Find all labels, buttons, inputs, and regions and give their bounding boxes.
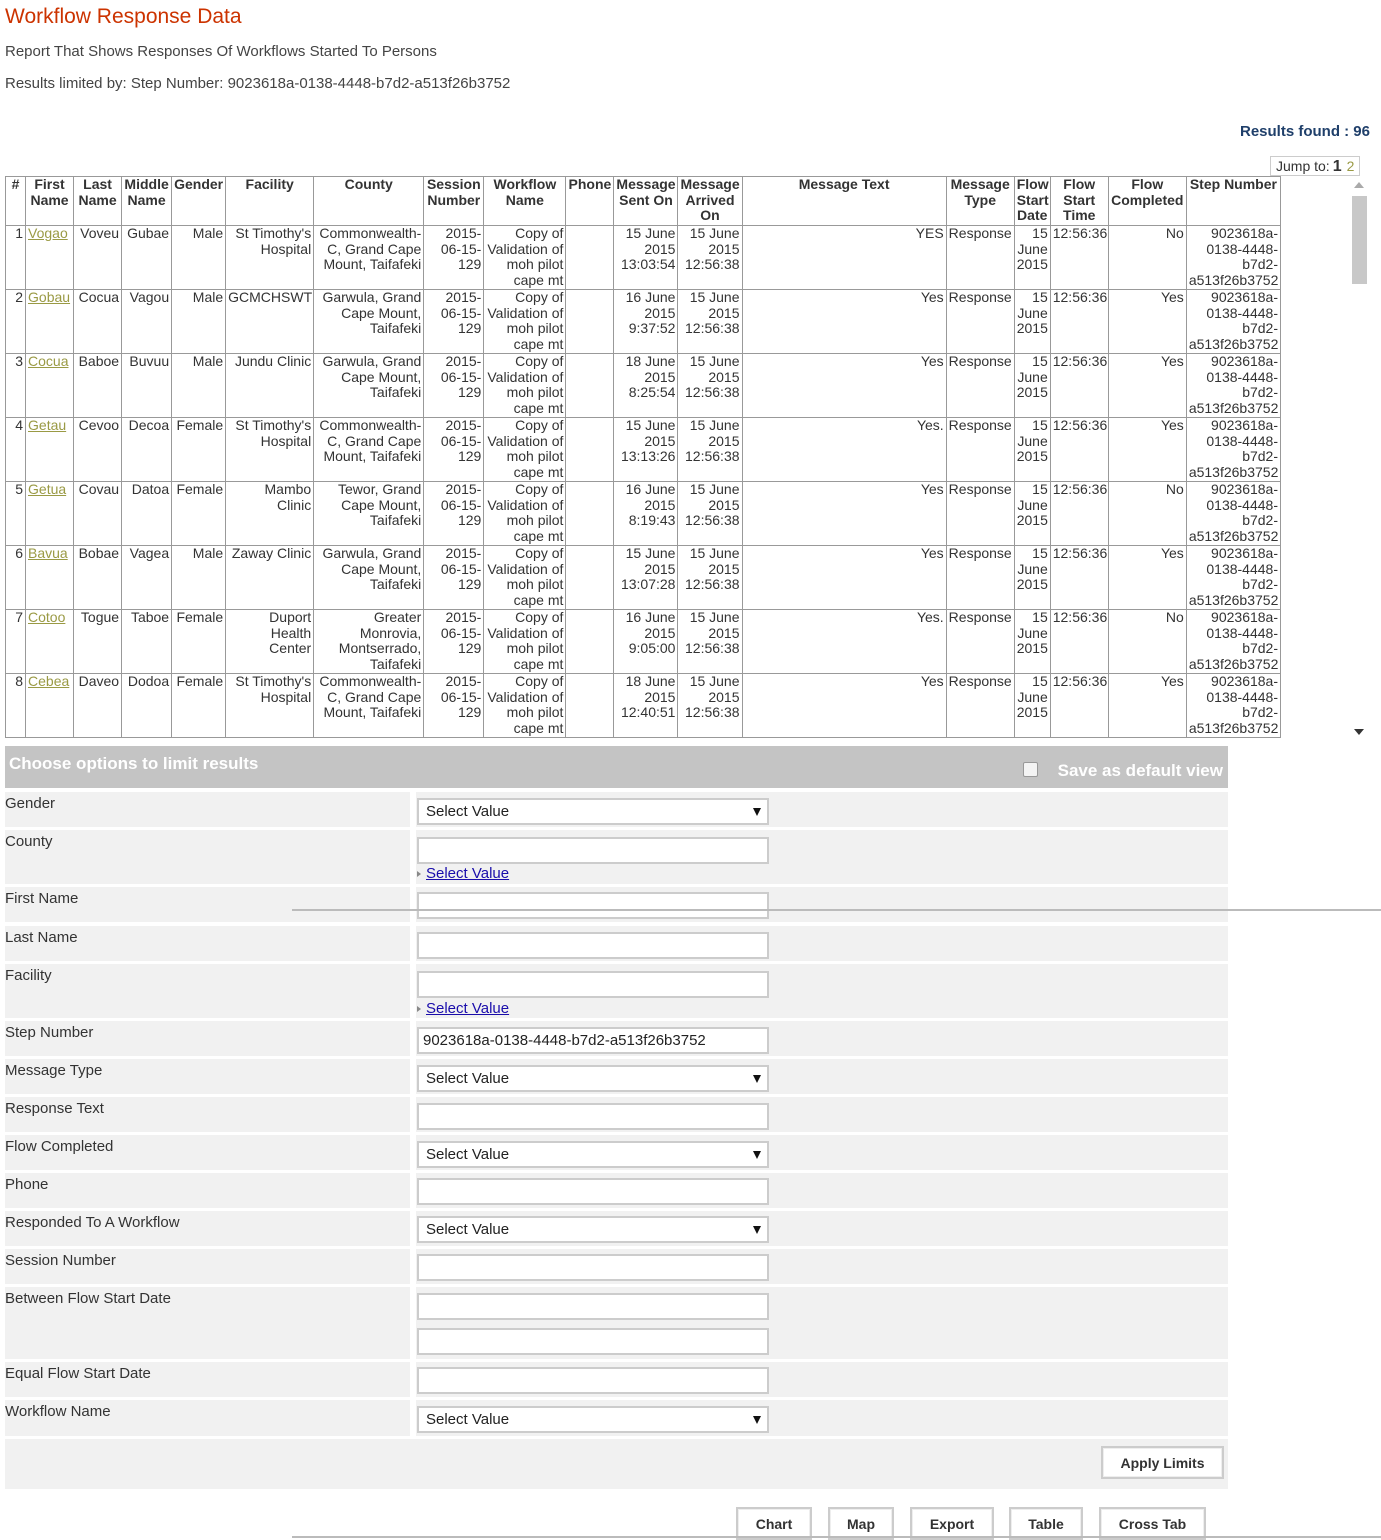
table-cell: Voveu [74,226,122,290]
table-cell: Cevoo [74,418,122,482]
table-cell: No [1108,482,1186,546]
scroll-up-arrow-icon[interactable] [1354,182,1364,188]
table-cell: Response [946,354,1014,418]
expand-triangle-icon [417,1006,421,1012]
table-cell: Response [946,610,1014,674]
table-cell: No [1108,610,1186,674]
table-cell: Garwula, Grand Cape Mount, Taifafeki [314,290,424,354]
filter-row-flow-completed [5,1135,1228,1170]
column-header: County [314,177,424,226]
table-cell: 9023618a-0138-4448-b7d2-a513f26b3752 [1186,674,1280,738]
table-cell: Duport Health Center [226,610,314,674]
apply-limits-button[interactable]: Apply Limits [1101,1446,1224,1479]
county-select-value [417,865,509,882]
table-cell: Datoa [122,482,172,546]
page-title: Workflow Response Data [5,5,242,28]
table-cell: Male [172,290,226,354]
table-cell: Copy of Validation of moh pilot cape mt [484,354,566,418]
table-cell: 2015-06-15-129 [424,354,484,418]
first-name-cell [26,610,74,674]
page-link-2[interactable]: 2 [1346,158,1355,174]
table-cell: 15 June 2015 [1014,546,1050,610]
message-type-label: Message Type [5,1062,103,1079]
last-name-label: Last Name [5,929,78,946]
table-cell: Yes [742,290,946,354]
table-cell: 8 [6,674,26,738]
table-cell: Yes [1108,354,1186,418]
equal-flow-start-label: Equal Flow Start Date [5,1365,151,1382]
table-cell: 15 June 2015 [1014,610,1050,674]
step-number-label: Step Number [5,1024,94,1041]
table-cell: Copy of Validation of moh pilot cape mt [484,418,566,482]
step-number-input[interactable]: 9023618a-0138-4448-b7d2-a513f26b3752 [417,1027,769,1054]
facility-select-value-link[interactable]: Select Value [426,1000,510,1017]
gender-label: Gender [5,795,56,812]
table-cell: Commonwealth-C, Grand Cape Mount, Taifafeki [314,418,424,482]
table-cell: 15 June 2015 13:03:54 [614,226,678,290]
filter-row-last-name [5,926,1228,961]
table-cell: 12:56:36 [1050,546,1108,610]
equal-flow-start-input[interactable] [417,1367,769,1394]
column-header: Flow Start Time [1050,177,1108,226]
filter-row-first-name [5,887,1228,922]
column-header: Phone [566,177,614,226]
phone-label: Phone [5,1176,49,1193]
facility-input[interactable] [417,971,769,998]
table-cell: Vagou [122,290,172,354]
filter-row-between-flow-start [5,1287,1228,1359]
person-link[interactable]: Cotoo [28,609,66,625]
first-name-label: First Name [5,890,79,907]
table-cell: Response [946,290,1014,354]
results-table-container[interactable] [5,176,1368,743]
table-cell: 15 June 2015 [1014,418,1050,482]
column-header: Step Number [1186,177,1280,226]
table-cell [566,482,614,546]
jump-to-pager [1270,156,1360,176]
table-cell [566,418,614,482]
table-cell: 16 June 2015 9:37:52 [614,290,678,354]
table-cell: Female [172,610,226,674]
table-cell: Copy of Validation of moh pilot cape mt [484,290,566,354]
table-cell: 1 [6,226,26,290]
table-cell: Copy of Validation of moh pilot cape mt [484,610,566,674]
table-cell: 12:56:36 [1050,674,1108,738]
divider-line [292,909,1381,911]
table-cell: 9023618a-0138-4448-b7d2-a513f26b3752 [1186,546,1280,610]
current-page: 1 [1332,158,1342,175]
table-cell: Response [946,482,1014,546]
dropdown-arrow-icon [753,1416,761,1424]
table-cell: 15 June 2015 12:56:38 [678,546,742,610]
table-cell: 2015-06-15-129 [424,674,484,738]
table-cell: 16 June 2015 8:19:43 [614,482,678,546]
filter-row-step-number [5,1021,1228,1056]
table-cell: Female [172,418,226,482]
table-cell: Garwula, Grand Cape Mount, Taifafeki [314,354,424,418]
county-select-value-link[interactable]: Select Value [426,865,510,882]
table-cell: 6 [6,546,26,610]
map-button[interactable]: Map [828,1507,894,1540]
table-row [6,226,1281,290]
table-cell: 16 June 2015 9:05:00 [614,610,678,674]
table-cell: Decoa [122,418,172,482]
table-cell: 2015-06-15-129 [424,290,484,354]
expand-triangle-icon [417,871,421,877]
table-cell: 2015-06-15-129 [424,546,484,610]
table-cell: Commonwealth-C, Grand Cape Mount, Taifafeki [314,674,424,738]
table-scrollbar[interactable] [1350,176,1368,743]
table-cell: 9023618a-0138-4448-b7d2-a513f26b3752 [1186,226,1280,290]
table-cell: 15 June 2015 [1014,226,1050,290]
table-cell: Male [172,226,226,290]
first-name-input[interactable] [417,892,769,919]
limits-header [5,746,1228,788]
table-cell: 12:56:36 [1050,610,1108,674]
table-cell: Tewor, Grand Cape Mount, Taifafeki [314,482,424,546]
column-header: Workflow Name [484,177,566,226]
table-cell: Dodoa [122,674,172,738]
person-link[interactable]: Cocua [28,353,69,369]
table-body [6,226,1281,738]
dropdown-arrow-icon [753,808,761,816]
filter-row-phone [5,1173,1228,1208]
table-cell: YES [742,226,946,290]
table-row [6,354,1281,418]
table-cell [566,610,614,674]
table-cell: 15 June 2015 12:56:38 [678,354,742,418]
table-cell [566,290,614,354]
table-cell: Response [946,418,1014,482]
flow-completed-label: Flow Completed [5,1138,114,1155]
column-header: Gender [172,177,226,226]
first-name-cell [26,482,74,546]
gender-select[interactable]: Select Value [417,798,769,825]
column-header: Message Text [742,177,946,226]
table-cell: 18 June 2015 8:25:54 [614,354,678,418]
column-header: Message Type [946,177,1014,226]
table-cell: Yes. [742,418,946,482]
column-header: First Name [26,177,74,226]
message-type-select[interactable]: Select Value [417,1065,769,1092]
table-cell: 12:56:36 [1050,482,1108,546]
county-label: County [5,833,53,850]
table-cell: 12:56:36 [1050,226,1108,290]
person-link[interactable]: Vogao [28,225,68,241]
table-cell: 15 June 2015 12:56:38 [678,610,742,674]
save-default-checkbox[interactable] [1023,762,1038,777]
table-cell: 12:56:36 [1050,418,1108,482]
save-default-label: Save as default view [1057,761,1223,780]
first-name-cell [26,674,74,738]
filter-row-responded [5,1211,1228,1246]
column-header: Facility [226,177,314,226]
column-header: Message Arrived On [678,177,742,226]
county-input[interactable] [417,837,769,864]
jump-to-label: Jump to: [1276,158,1330,174]
facility-label: Facility [5,967,52,984]
table-cell: 4 [6,418,26,482]
table-cell: Female [172,674,226,738]
table-cell: Yes [742,482,946,546]
column-header: Flow Completed [1108,177,1186,226]
workflow-name-select[interactable]: Select Value [417,1406,769,1433]
table-cell: 9023618a-0138-4448-b7d2-a513f26b3752 [1186,354,1280,418]
limits-heading: Choose options to limit results [9,754,259,773]
table-cell: Yes [1108,418,1186,482]
table-cell: 2015-06-15-129 [424,226,484,290]
first-name-cell [26,354,74,418]
table-cell: 12:56:36 [1050,354,1108,418]
column-header: Last Name [74,177,122,226]
table-cell: Female [172,482,226,546]
response-text-input[interactable] [417,1103,769,1130]
filter-row-response-text [5,1097,1228,1132]
first-name-cell [26,290,74,354]
table-cell: 15 June 2015 12:56:38 [678,674,742,738]
table-cell: Yes [742,674,946,738]
column-header: Flow Start Date [1014,177,1050,226]
table-cell: Garwula, Grand Cape Mount, Taifafeki [314,546,424,610]
table-cell: GCMCHSWT [226,290,314,354]
responded-select[interactable]: Select Value [417,1216,769,1243]
filter-row-equal-flow-start [5,1362,1228,1397]
table-cell: Cocua [74,290,122,354]
table-cell: Male [172,354,226,418]
table-cell: 9023618a-0138-4448-b7d2-a513f26b3752 [1186,418,1280,482]
phone-input[interactable] [417,1178,769,1205]
table-cell: 18 June 2015 12:40:51 [614,674,678,738]
table-cell: St Timothy's Hospital [226,226,314,290]
first-name-cell [26,418,74,482]
table-cell: 15 June 2015 [1014,354,1050,418]
responded-label: Responded To A Workflow [5,1214,180,1231]
table-cell: Zaway Clinic [226,546,314,610]
dropdown-arrow-icon [753,1226,761,1234]
table-cell: Commonwealth-C, Grand Cape Mount, Taifafeki [314,226,424,290]
table-cell: 15 June 2015 12:56:38 [678,418,742,482]
table-cell: St Timothy's Hospital [226,674,314,738]
table-cell: Taboe [122,610,172,674]
table-row [6,674,1281,738]
filter-row-session-number [5,1249,1228,1284]
table-cell [566,354,614,418]
table-cell: Greater Monrovia, Montserrado, Taifafeki [314,610,424,674]
dropdown-arrow-icon [753,1075,761,1083]
page-subtitle: Report That Shows Responses Of Workflows Started To Persons [5,43,437,60]
bottom-divider-line [292,1536,1381,1538]
table-button[interactable]: Table [1009,1507,1083,1540]
between-flow-start-label: Between Flow Start Date [5,1290,171,1307]
scroll-down-arrow-icon[interactable] [1354,729,1364,735]
export-button[interactable]: Export [910,1507,994,1540]
dropdown-arrow-icon [753,1151,761,1159]
table-cell: No [1108,226,1186,290]
results-found-count: Results found : 96 [1239,123,1370,140]
filter-row-county [5,830,1228,884]
table-cell: Male [172,546,226,610]
table-cell: Covau [74,482,122,546]
filter-row-facility [5,964,1228,1018]
table-cell: 2015-06-15-129 [424,610,484,674]
table-row [6,290,1281,354]
table-cell: 15 June 2015 [1014,290,1050,354]
filter-row-gender [5,792,1228,827]
table-cell [566,226,614,290]
column-header: Message Sent On [614,177,678,226]
table-cell: Gubae [122,226,172,290]
facility-select-value [417,1000,509,1017]
table-cell: Yes. [742,610,946,674]
table-cell: Yes [742,354,946,418]
table-cell: Jundu Clinic [226,354,314,418]
table-cell: 12:56:36 [1050,290,1108,354]
chart-button[interactable]: Chart [736,1507,812,1540]
table-cell: Buvuu [122,354,172,418]
table-row [6,482,1281,546]
table-cell: 5 [6,482,26,546]
table-row [6,610,1281,674]
table-cell: Vagea [122,546,172,610]
session-number-input[interactable] [417,1254,769,1281]
workflow-name-label: Workflow Name [5,1403,111,1420]
person-link[interactable]: Getua [28,481,67,497]
table-cell: 15 June 2015 12:56:38 [678,482,742,546]
column-header: Session Number [424,177,484,226]
table-cell: Bobae [74,546,122,610]
results-table [5,176,1281,738]
response-text-label: Response Text [5,1100,104,1117]
filter-row-message-type [5,1059,1228,1094]
table-cell: Response [946,546,1014,610]
table-cell: 3 [6,354,26,418]
table-cell: Response [946,674,1014,738]
table-cell [566,546,614,610]
table-cell: 2015-06-15-129 [424,418,484,482]
results-limited-by: Results limited by: Step Number: 9023618a-0138-4448-b7d2-a513f26b3752 [5,75,511,92]
table-cell: Yes [1108,546,1186,610]
first-name-cell [26,226,74,290]
table-cell [566,674,614,738]
table-cell: Mambo Clinic [226,482,314,546]
person-link[interactable]: Gobau [28,289,71,305]
table-cell: 9023618a-0138-4448-b7d2-a513f26b3752 [1186,482,1280,546]
table-cell: 15 June 2015 [1014,674,1050,738]
table-cell: Yes [742,546,946,610]
table-cell: St Timothy's Hospital [226,418,314,482]
table-cell: 15 June 2015 13:07:28 [614,546,678,610]
table-row [6,546,1281,610]
table-cell: Togue [74,610,122,674]
table-cell: 7 [6,610,26,674]
column-header: # [6,177,26,226]
table-cell: 9023618a-0138-4448-b7d2-a513f26b3752 [1186,610,1280,674]
table-row [6,418,1281,482]
apply-row [5,1439,1228,1489]
person-link[interactable]: Getau [28,417,67,433]
person-link[interactable]: Cebea [28,673,70,689]
table-cell: Response [946,226,1014,290]
table-cell: Baboe [74,354,122,418]
column-header: Middle Name [122,177,172,226]
table-cell: 9023618a-0138-4448-b7d2-a513f26b3752 [1186,290,1280,354]
table-cell: 15 June 2015 12:56:38 [678,226,742,290]
table-cell: Yes [1108,674,1186,738]
first-name-cell [26,546,74,610]
table-cell: 15 June 2015 13:13:26 [614,418,678,482]
person-link[interactable]: Bavua [28,545,68,561]
table-cell: 15 June 2015 12:56:38 [678,290,742,354]
table-cell: Yes [1108,290,1186,354]
table-cell: Copy of Validation of moh pilot cape mt [484,674,566,738]
cross-tab-button[interactable]: Cross Tab [1099,1507,1206,1540]
scrollbar-thumb[interactable] [1352,196,1367,284]
flow-start-from-input[interactable] [417,1293,769,1320]
table-header-row [6,177,1281,226]
table-cell: Copy of Validation of moh pilot cape mt [484,546,566,610]
table-cell: Copy of Validation of moh pilot cape mt [484,482,566,546]
flow-completed-select[interactable]: Select Value [417,1141,769,1168]
table-cell: Daveo [74,674,122,738]
table-cell: 2015-06-15-129 [424,482,484,546]
filter-row-workflow-name [5,1400,1228,1436]
session-number-label: Session Number [5,1252,116,1269]
flow-start-to-input[interactable] [417,1328,769,1355]
table-cell: 15 June 2015 [1014,482,1050,546]
last-name-input[interactable] [417,932,769,959]
table-cell: 2 [6,290,26,354]
table-cell: Copy of Validation of moh pilot cape mt [484,226,566,290]
